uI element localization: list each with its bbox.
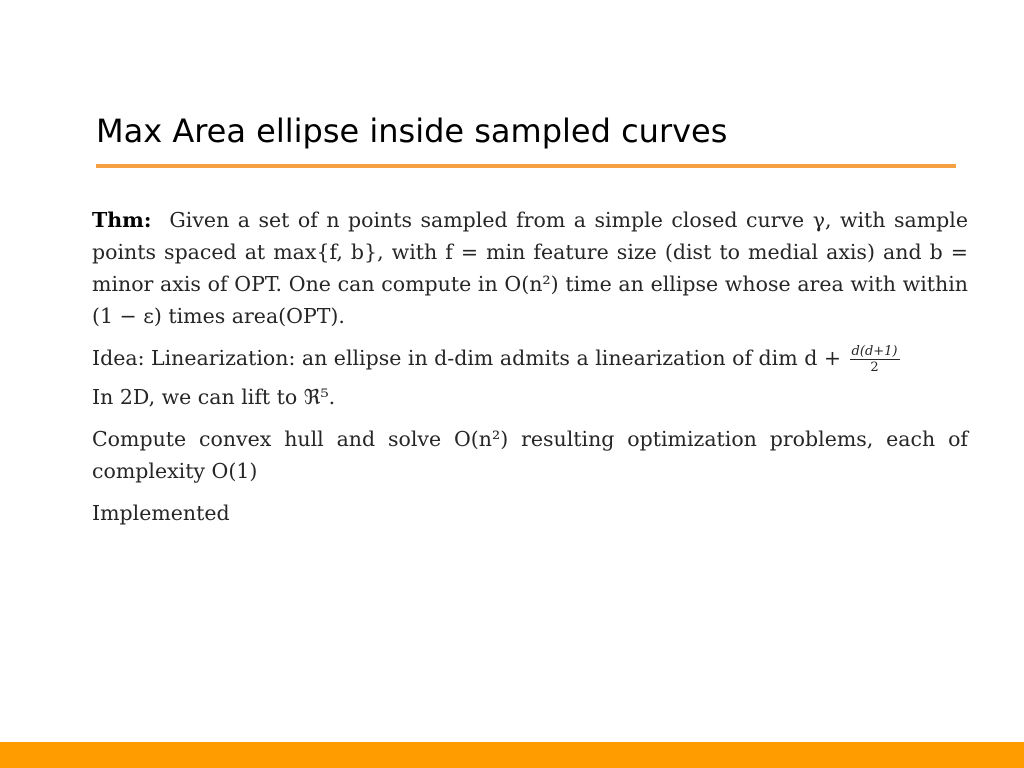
fraction	[850, 344, 900, 375]
status-paragraph: Implemented	[92, 501, 230, 525]
theorem-text: Given a set of n points sampled from a simple closed curve γ, with sample points spaced at max{f, b}, with f = min feature size (dist to medial axis) and b = minor axis of OPT. One can compute in O(n²) time an ellipse whose area with within (1 − ε) times area(OPT).	[92, 208, 968, 328]
slide-body	[92, 204, 968, 539]
fraction-numerator: d(d+1)	[851, 344, 898, 359]
compute-paragraph: Compute convex hull and solve O(n²) resulting optimization problems, each of complexity O(1)	[92, 427, 968, 483]
fraction-denominator: 2	[870, 360, 879, 375]
footer-bar	[0, 742, 1024, 768]
idea-text: Idea: Linearization: an ellipse in d-dim admits a linearization of dim d +	[92, 346, 842, 370]
theorem-paragraph	[92, 204, 968, 332]
theorem-label: Thm:	[92, 208, 152, 232]
lift-paragraph: In 2D, we can lift to ℜ⁵.	[92, 385, 336, 409]
title-underline	[96, 164, 956, 168]
idea-paragraph	[92, 342, 968, 375]
slide-title: Max Area ellipse inside sampled curves	[96, 112, 728, 150]
